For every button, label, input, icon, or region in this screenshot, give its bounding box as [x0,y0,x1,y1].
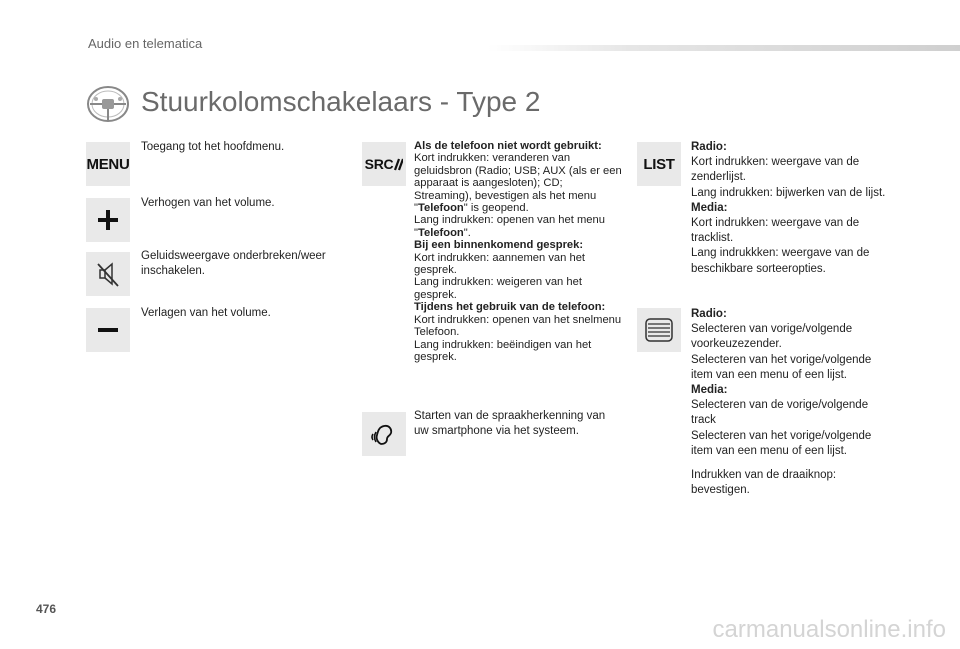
menu-button-label: MENU [86,155,130,173]
src-text-long-press: Lang indrukken: openen van het menu "Telefoon". [414,214,605,239]
wheel-radio-preset: Selecteren van vorige/volgende voorkeuzezender. [691,323,853,351]
src-description [414,140,622,363]
src-button-label: SRC [364,156,394,172]
list-radio-short-press: Kort indrukken: weergave van de zenderlijst. [691,156,860,184]
src-text-answer: Kort indrukken: aannemen van het gesprek. [414,251,586,277]
volume-down-description: Verlagen van het volume. [141,307,271,319]
list-description [691,140,891,277]
voice-command-icon [369,419,399,449]
mute-description: Geluidsweergave onderbreken/weer inschakelen. [141,250,326,277]
voice-command-description: Starten van de spraakherkenning van uw smartphone via het systeem. [414,410,606,437]
src-heading-in-call: Tijdens het gebruik van de telefoon: [414,301,606,314]
list-media-long-press: Lang indrukkken: weergave van de beschikbare sorteeropties. [691,247,870,275]
wheel-media-track: Selecteren van de vorige/volgende track [691,399,869,427]
list-button-label: LIST [643,155,675,173]
list-radio-long-press: Lang indrukken: bijwerken van de lijst. [691,186,886,199]
src-text-hang-up: Lang indrukken: beëindigen van het gesprek. [414,338,592,363]
thumbwheel-description [691,307,891,459]
list-media-short-press: Kort indrukken: weergave van de tracklist. [691,217,860,245]
steering-wheel-icon [86,84,130,124]
src-button-icon [362,142,406,186]
wheel-radio-menu-item: Selecteren van het vorige/volgende item van een menu of een lijst. [691,353,872,381]
src-heading-incoming: Bij een binnenkomend gesprek: [414,239,584,252]
mute-speaker-icon [93,259,123,289]
list-radio-heading: Radio: [691,141,727,153]
src-heading-idle: Als de telefoon niet wordt gebruikt: [414,140,602,152]
thumbwheel-icon [643,314,675,346]
wheel-media-menu-item: Selecteren van het vorige/volgende item van een menu of een lijst. [691,429,872,457]
list-media-heading: Media: [691,201,728,214]
page-number: 476 [36,602,57,616]
src-text-short-press: Kort indrukken: veranderen van geluidsbron (Radio; USB; AUX (als er een apparaat is aangesloten); CD; Streaming), bevestigen als het menu "Telefoon" is geopend. [414,152,622,215]
watermark: carmanualsonline.info [712,616,946,643]
section-title: Audio en telematica [88,36,203,51]
volume-up-description: Verhogen van het volume. [141,197,275,209]
wheel-radio-heading: Radio: [691,308,727,320]
mute-button-icon [86,252,130,296]
minus-icon [96,318,120,342]
thumbwheel-button-icon [637,308,681,352]
src-text-reject: Lang indrukken: weigeren van het gesprek. [414,276,582,301]
phone-slash-icon [393,157,403,171]
volume-up-button-icon [86,198,130,242]
volume-down-button-icon [86,308,130,352]
page-title: Stuurkolomschakelaars - Type 2 [141,86,541,117]
menu-description: Toegang tot het hoofdmenu. [141,141,285,153]
menu-button-icon [86,142,130,186]
header-decor-bar [488,45,960,51]
voice-command-button-icon [362,412,406,456]
plus-icon [96,208,120,232]
list-button-icon [637,142,681,186]
src-text-quick-menu: Kort indrukken: openen van het snelmenu Telefoon. [414,313,622,339]
wheel-media-heading: Media: [691,384,728,397]
thumbwheel-press-description: Indrukken van de draaiknop: bevestigen. [691,469,837,497]
